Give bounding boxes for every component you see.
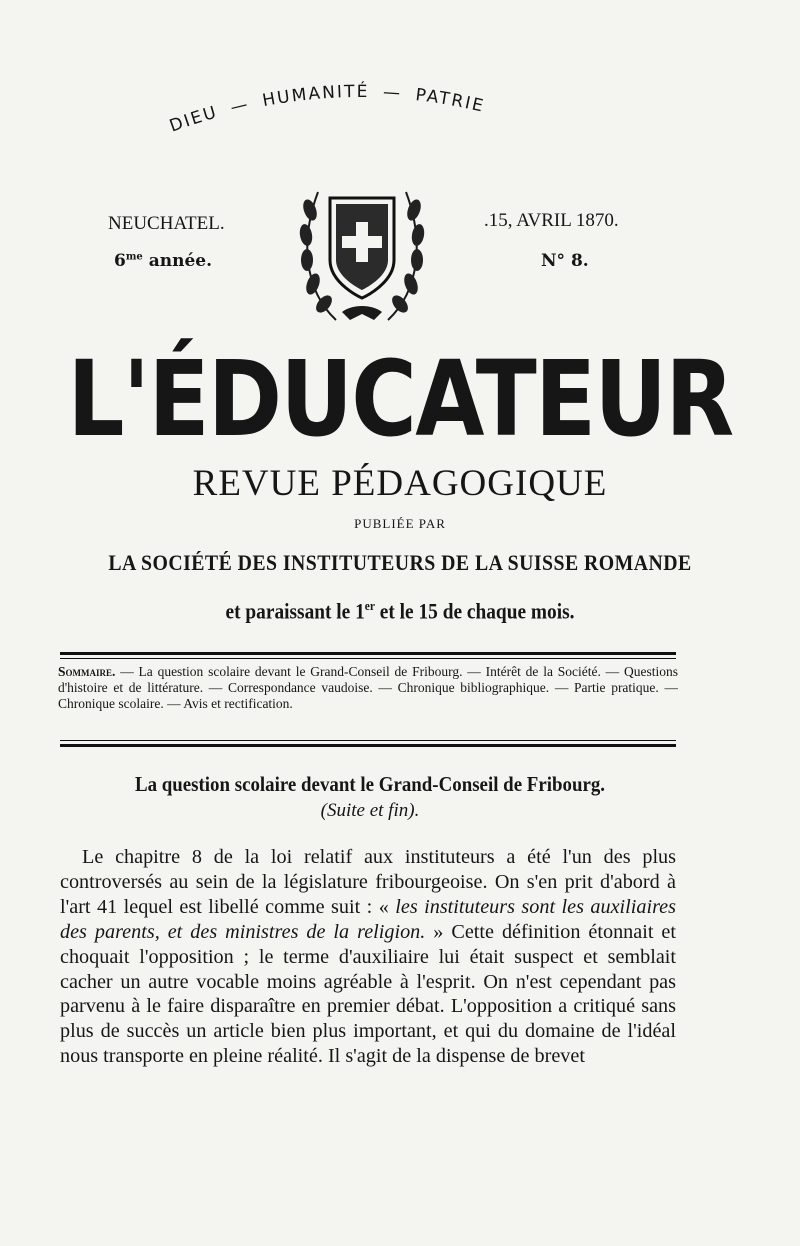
header-date: .15, AVRIL 1870.: [484, 210, 619, 231]
article-body: [60, 845, 676, 1069]
rule-thick-top: [60, 652, 676, 655]
paragraph-text-end: » Cette définition étonnait et choquait l'opposition ; le terme d'auxiliaire lui était suspect et semblait cacher un autre vocable moins agréable à l'esprit. On n'est cependant pas parvenu à le faire disparaître en premier débat. L'opposition a critiqué sans plus de succès un article bien plus important, et qui du domaine de l'idéal nous transporte en pleine réalité. Il s'agit de la dispense de brevet: [60, 920, 676, 1068]
frequency-superscript: er: [364, 598, 375, 613]
motto-word-humanite: HUMANITÉ: [260, 81, 370, 112]
frequency-part-b: et le 15 de chaque mois.: [374, 598, 575, 624]
rule-thick-bottom: [60, 744, 676, 747]
publication-frequency: [48, 598, 752, 624]
svg-text:DIEU — HUMANIT: [167, 80, 487, 137]
rule-thin-top: [60, 658, 676, 659]
published-by: PUBLIÉE PAR: [354, 516, 446, 531]
rule-thin-bottom: [60, 740, 676, 741]
summary-text: — La question scolaire devant le Grand-Conseil de Fribourg. — Intérêt de la Société. — Questions d'histoire et de littérature. — Correspondance vaudoise. — Chronique bibliographique. — Partie pratique. — Chronique scolaire. — Avis et rectification.: [58, 664, 678, 711]
motto-word-patrie: PATRIE: [414, 85, 487, 117]
summary-lead: Sommaire.: [58, 664, 116, 679]
motto-separator: —: [228, 94, 252, 119]
society-name: LA SOCIÉTÉ DES INSTITUTEURS DE LA SUISSE ROMANDE: [108, 550, 692, 575]
journal-title: L'ÉDUCATEUR: [67, 338, 733, 460]
year-word: année.: [148, 251, 213, 271]
paragraph-text-start: Le chapitre 8 de la loi relatif aux instituteurs a été l'un des plus controversés au sein de la législature fribourgeoise. On s'en prit d'abord à l'art 41 lequel est libellé comme suit : «: [60, 846, 676, 918]
summary: [58, 664, 678, 712]
swiss-coat-of-arms-emblem: [296, 180, 428, 328]
article-paragraph: [60, 845, 676, 1069]
year-number: 6: [114, 251, 126, 271]
header-year: [114, 251, 212, 271]
year-suffix: me: [125, 251, 143, 263]
motto-arc: [150, 70, 570, 150]
header-city: NEUCHATEL.: [108, 213, 225, 234]
paragraph-quotation: les instituteurs sont les auxiliaires des parents, et des ministres de la religion.: [60, 895, 676, 943]
header-issue-number: N° 8.: [541, 251, 589, 271]
journal-subtitle: REVUE PÉDAGOGIQUE: [192, 463, 608, 504]
article-subtitle: (Suite et fin).: [320, 800, 420, 821]
motto-separator: —: [382, 82, 403, 104]
frequency-part-a: et paraissant le 1: [225, 598, 365, 624]
article-title: La question scolaire devant le Grand-Conseil de Fribourg.: [134, 772, 606, 796]
motto-word-dieu: DIEU: [166, 102, 221, 137]
